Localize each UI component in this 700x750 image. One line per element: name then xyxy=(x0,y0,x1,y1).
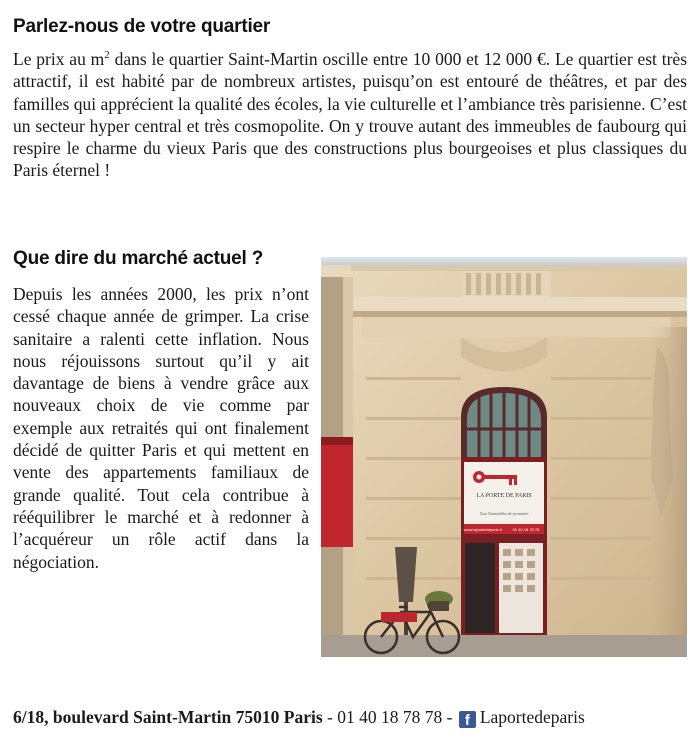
facebook-icon[interactable]: f xyxy=(459,711,476,728)
paragraph-marche: Depuis les années 2000, les prix n’ont cessé chaque année de grimper. La crise sanitaire a ralenti cette inflation. Nous nous réjouissons surtout qu’il y ait davantage de biens à vendre grâce aux nouveaux choix de vie comme par exemple aux retraités qui ont finalement décidé de quitter Paris et qui mettent en vente des appartements familiaux de grande qualité. Tout cela contribue à rééquilibrer le marché et à redonner à l’acquéreur un rôle actif dans la négociation. xyxy=(13,284,309,572)
sign-url: www.laportedeparis.fr xyxy=(463,527,503,532)
paragraph-quartier-rest: dans le quartier Saint-Martin oscille entre 10 000 et 12 000 €. Le quartier est très attractif, il est habité par de nombreux artistes, puisqu’on est entouré de théâtres, et par des familles qui apprécient la qualité des écoles, la vie culturelle et l’ambiance très parisienne. C’est un secteur hyper central et très cosmopolite. On y trouve autant des immeubles de faubourg qui respire le charme du vieux Paris que des constructions plus bourgeoises et plus classiques du Paris éternel ! xyxy=(13,49,688,181)
paragraph-quartier xyxy=(13,48,687,182)
storefront-photo xyxy=(321,257,687,657)
paragraph-quartier-start: Le prix au m xyxy=(13,49,105,69)
squared-superscript: 2 xyxy=(104,49,110,62)
facebook-handle[interactable]: Laportedeparis xyxy=(479,707,585,727)
footer-separator: - xyxy=(442,707,457,727)
section-heading-marche: Que dire du marché actuel ? xyxy=(13,248,264,269)
sign-phone: 01 40 18 78 78 xyxy=(512,527,540,532)
footer-contact xyxy=(13,707,693,728)
footer-separator: - xyxy=(322,707,338,727)
footer-address: 6/18, boulevard Saint-Martin 75010 Paris xyxy=(13,707,323,727)
sign-name: LA PORTE DE PARIS xyxy=(476,493,532,499)
sign-tagline: Tout l'immobilier de proximité xyxy=(479,511,529,516)
section-heading-quartier: Parlez-nous de votre quartier xyxy=(13,16,271,37)
footer-phone[interactable]: 01 40 18 78 78 xyxy=(337,707,443,727)
